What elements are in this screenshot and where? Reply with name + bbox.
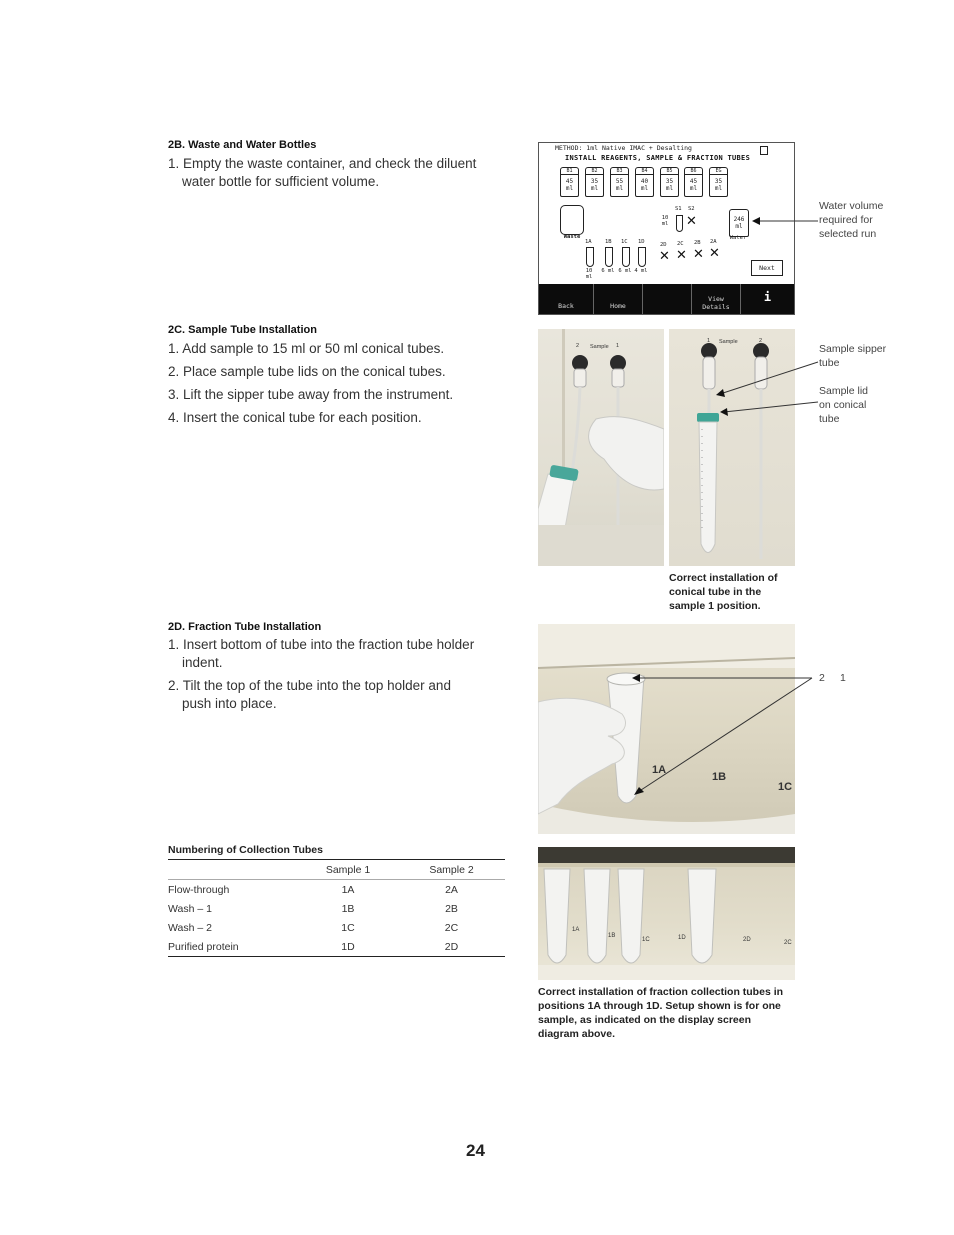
fraction-label: 2A: [710, 239, 717, 245]
info-button[interactable]: [741, 284, 794, 314]
fraction-tube-outline: [622, 247, 630, 267]
blank-softkey[interactable]: [643, 284, 692, 314]
fraction-tube-outline: [638, 247, 646, 267]
empty-position-x-icon: ✕: [693, 247, 704, 262]
sample-tube-steps: [168, 340, 488, 432]
table-row: Flow-through 1A 2A: [168, 883, 458, 896]
photo-fraction-rack-graphic: [538, 847, 795, 980]
sample-label-s2: S2: [688, 206, 695, 212]
empty-position-x-icon: ✕: [709, 246, 720, 261]
reagent-bottle: B1 45 ml: [560, 167, 579, 197]
step: 4. Insert the conical tube for each position.: [168, 410, 422, 425]
fraction-label: 1C: [621, 239, 628, 245]
empty-position-x-icon: ✕: [659, 249, 670, 264]
fraction-label: 1B: [605, 239, 612, 245]
table-row: Purified protein 1D 2D: [168, 937, 505, 957]
home-button[interactable]: Home: [594, 284, 643, 314]
collection-tubes-table: [168, 859, 505, 957]
callout-position-2: 2: [819, 672, 825, 684]
step: 2. Place sample tube lids on the conical tubes.: [168, 364, 446, 379]
reagent-bottle: B4 40 ml: [635, 167, 654, 197]
view-details-button[interactable]: View Details: [692, 284, 741, 314]
fraction-tube-outline: [586, 247, 594, 267]
next-button[interactable]: Next: [751, 260, 783, 276]
step: 1. Add sample to 15 ml or 50 ml conical tubes.: [168, 341, 445, 356]
callout-leaders-sample: [700, 350, 820, 430]
fraction-volume: 10 ml: [585, 268, 593, 280]
table-row: Wash – 1 1B 2B: [168, 902, 458, 915]
back-button[interactable]: Back: [539, 284, 594, 314]
reagent-bottle: B2 35 ml: [585, 167, 604, 197]
fraction-volume: 6 ml: [601, 268, 615, 274]
screen-method-line: METHOD: 1ml Native IMAC + Desalting: [555, 144, 692, 152]
reagent-bottle: EG 35 ml: [709, 167, 728, 197]
save-icon: [760, 146, 768, 155]
step: 1. Insert bottom of tube into the fraction tube holder indent.: [168, 637, 475, 670]
reagent-bottle: B5 35 ml: [660, 167, 679, 197]
fraction-label: 2C: [677, 241, 684, 247]
fraction-volume: 4 ml: [634, 268, 648, 274]
water-bottle: 246 ml: [729, 209, 749, 237]
section-heading-fraction-tube: 2D. Fraction Tube Installation: [168, 621, 322, 633]
screen-title: INSTALL REAGENTS, SAMPLE & FRACTION TUBES: [565, 154, 751, 162]
fraction-label: 2D: [660, 242, 667, 248]
photo-conical-installed: 1 Sample 2: [669, 329, 795, 566]
step: 3. Lift the sipper tube away from the instrument.: [168, 387, 454, 402]
empty-position-x-icon: ✕: [676, 248, 687, 263]
waste-bottle: [560, 205, 584, 235]
callout-position-1: 1: [840, 672, 846, 684]
callout-leaders-fraction: [600, 670, 816, 800]
fraction-volume: 6 ml: [618, 268, 632, 274]
fraction-tube-outline: [605, 247, 613, 267]
fraction-tube-steps: [168, 636, 478, 718]
table-header-row: Sample 1 Sample 2: [168, 860, 505, 880]
waste-water-steps: [168, 155, 488, 196]
callout-sample-lid: Sample lid on conical tube: [819, 385, 869, 425]
fraction-label: 1D: [638, 239, 645, 245]
photo-sipper-lift: 2 Sample 1: [538, 329, 664, 566]
softkey-bar: [539, 284, 794, 314]
reagent-bottle: B6 45 ml: [684, 167, 703, 197]
caption-sample-install: Correct installation of conical tube in the sample 1 position.: [669, 572, 778, 612]
section-heading-sample-tube: 2C. Sample Tube Installation: [168, 324, 317, 336]
water-label: Water: [729, 235, 747, 241]
callout-water-volume: Water volume required for selected run: [819, 200, 884, 240]
info-icon: i: [763, 290, 772, 304]
table-row: Wash – 2 1C 2C: [168, 921, 459, 934]
waste-label: Waste: [563, 234, 581, 240]
empty-position-x-icon: ✕: [686, 214, 697, 229]
sample-tube-outline: [676, 215, 683, 232]
step: 1. Empty the waste container, and check the diluent water bottle for sufficient volume.: [168, 156, 477, 189]
page-number: 24: [466, 1141, 485, 1160]
photo-sipper-lift-graphic: [538, 329, 664, 566]
callout-sipper-tube: Sample sipper tube: [819, 343, 887, 369]
step: 2. Tilt the top of the tube into the top holder and push into place.: [168, 678, 451, 711]
section-heading-waste-water: 2B. Waste and Water Bottles: [168, 139, 317, 151]
fraction-label: 2B: [694, 240, 701, 246]
photo-fraction-rack: 1A 1B 1C 1D 2D 2C: [538, 847, 795, 980]
sample-label-s1: S1: [675, 206, 682, 212]
photo-fraction-insert: 1A 1B 1C: [538, 624, 795, 834]
sample-volume: 10 ml: [661, 215, 669, 227]
reagent-bottle: B3 55 ml: [610, 167, 629, 197]
callout-leader-water: [740, 205, 822, 235]
fraction-label: 1A: [585, 239, 592, 245]
caption-fraction-install: Correct installation of fraction collection tubes in positions 1A through 1D. Setup shown is for one sample, as indicated on the display screen diagram above.: [538, 986, 784, 1040]
table-title: Numbering of Collection Tubes: [168, 844, 323, 856]
